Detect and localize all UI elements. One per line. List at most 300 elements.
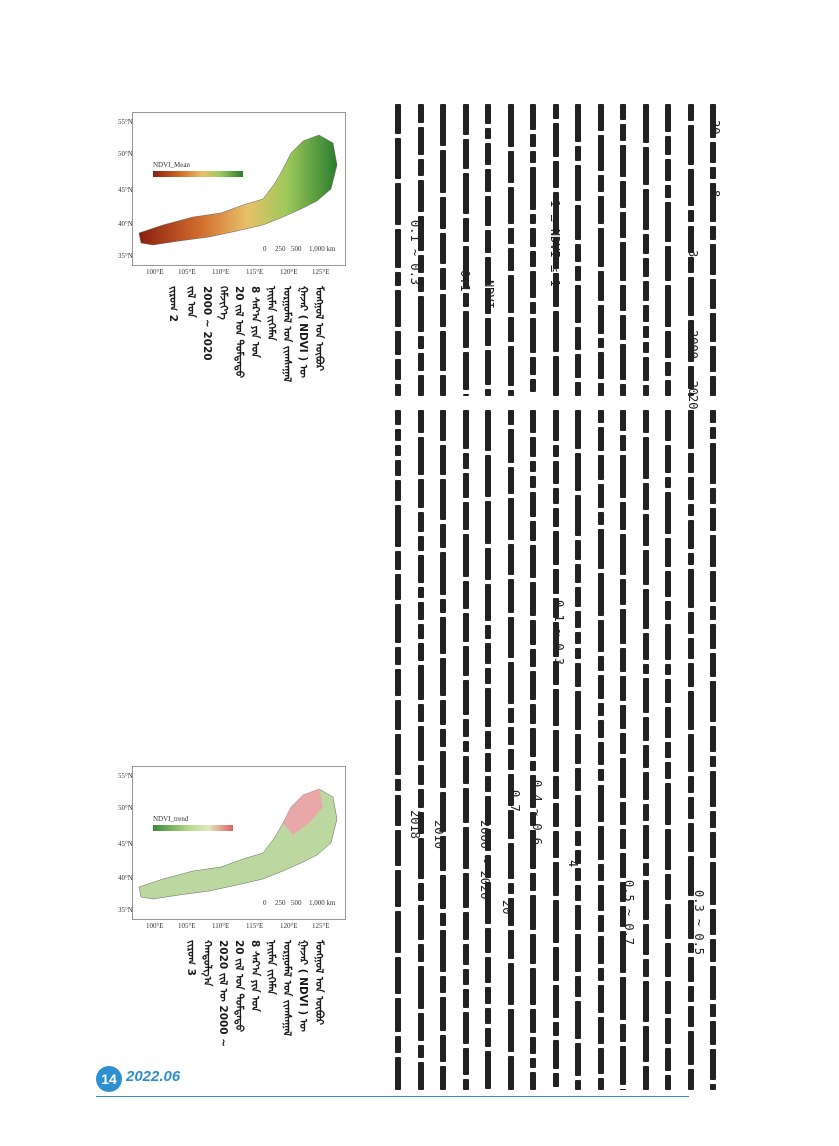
- text-glyph: [598, 785, 604, 822]
- text-glyph: [665, 707, 671, 738]
- text-glyph: [395, 830, 401, 866]
- text-glyph: [553, 1073, 559, 1087]
- text-glyph: [575, 495, 581, 536]
- text-glyph: [440, 294, 446, 327]
- text-glyph: [530, 251, 536, 267]
- lat-40: 40°N: [118, 874, 133, 882]
- text-glyph: [710, 681, 716, 722]
- text-glyph: [665, 1018, 671, 1044]
- text-glyph: [643, 258, 649, 277]
- text-glyph: [463, 680, 469, 715]
- ndvi-trend-map: [133, 767, 345, 919]
- text-column: [463, 104, 469, 396]
- text-glyph: [395, 229, 401, 268]
- scale-1000: 1,000 km: [309, 899, 336, 907]
- figure-2-caption-2: ᠭᠠᠵᠠᠷ ( NDVI ) ᠦ: [297, 286, 309, 378]
- text-glyph: [440, 751, 446, 788]
- lat-45: 45°N: [118, 186, 133, 194]
- text-glyph: [688, 1006, 694, 1027]
- text-glyph: [418, 643, 424, 661]
- text-glyph: [530, 461, 536, 472]
- text-glyph: [485, 318, 491, 346]
- text-glyph: [530, 134, 536, 147]
- text-glyph: [665, 874, 671, 900]
- text-glyph: [395, 505, 401, 547]
- text-glyph: [463, 1079, 469, 1090]
- text-glyph: [575, 795, 581, 827]
- text-glyph: [485, 1028, 491, 1047]
- text-glyph: [530, 873, 536, 891]
- scale-500: 500: [291, 245, 302, 253]
- text-glyph: [530, 151, 536, 163]
- text-glyph: [620, 1046, 626, 1085]
- text-glyph: [620, 648, 626, 672]
- text-glyph: [463, 873, 469, 908]
- text-glyph: [440, 997, 446, 1031]
- text-glyph: [688, 125, 694, 165]
- text-glyph: [530, 1009, 536, 1033]
- text-glyph: [575, 146, 581, 161]
- text-glyph: [440, 599, 446, 613]
- text-glyph: [395, 410, 401, 425]
- text-glyph: [620, 609, 626, 644]
- text-glyph: [598, 271, 604, 301]
- text-glyph: [620, 435, 626, 451]
- text-glyph: [485, 143, 491, 165]
- text-glyph: [463, 534, 469, 577]
- text-column: [440, 104, 446, 396]
- text-glyph: [395, 870, 401, 907]
- text-glyph: [643, 589, 649, 629]
- text-glyph: [440, 658, 446, 696]
- text-glyph: [643, 745, 649, 768]
- text-glyph: [485, 104, 491, 124]
- text-glyph: [643, 305, 649, 322]
- text-column: [688, 410, 694, 1090]
- text-glyph: [710, 226, 716, 240]
- lat-35: 35°N: [118, 906, 133, 914]
- figure-3-caption-4: ᠨᠠᠢᠮᠠᠨ ᠵᠢᠭᠡᠮᠡᠨ: [265, 940, 277, 995]
- text-column: [395, 104, 401, 396]
- figure-3-caption-8: ᠬᠠᠨᠳᠤᠯᠭ᠎ᠠ: [201, 940, 213, 987]
- text-glyph: [485, 1051, 491, 1089]
- text-glyph: [418, 479, 424, 508]
- text-glyph: [688, 277, 694, 316]
- text-column: [440, 410, 446, 1090]
- text-glyph: [418, 536, 424, 551]
- text-glyph: [688, 520, 694, 549]
- text-glyph: [553, 689, 559, 726]
- text-glyph: [485, 987, 491, 1004]
- text-glyph: [485, 643, 491, 664]
- text-glyph: [710, 771, 716, 807]
- text-glyph: [440, 552, 446, 595]
- text-glyph: [710, 508, 716, 531]
- text-column: [643, 410, 649, 1090]
- text-glyph: [463, 827, 469, 869]
- text-glyph: [463, 944, 469, 965]
- text-glyph: [553, 776, 559, 799]
- text-glyph: [508, 617, 514, 658]
- text-glyph: [530, 1037, 536, 1054]
- inline-number: 2000 ~ 2020: [686, 330, 700, 410]
- text-glyph: [665, 104, 671, 132]
- text-glyph: [418, 838, 424, 879]
- figure-2-caption-3: ᠤᠷᠭᠤᠮᠠᠯ ᠤᠨ ᠵᠢᠭᠰᠠᠭᠠᠯ: [281, 286, 293, 383]
- text-glyph: [575, 663, 581, 687]
- figure-2-caption-9: ᠵᠢᠯ ᠤᠨ: [185, 286, 197, 318]
- text-glyph: [485, 625, 491, 639]
- text-glyph: [598, 1017, 604, 1044]
- text-column: [530, 104, 536, 396]
- text-glyph: [530, 934, 536, 964]
- lon-105: 105°E: [178, 922, 196, 930]
- text-glyph: [463, 218, 469, 242]
- text-glyph: [710, 756, 716, 767]
- text-glyph: [463, 741, 469, 752]
- text-glyph: [643, 825, 649, 859]
- figure-3-caption-2: ᠭᠠᠵᠠᠷ ( NDVI ) ᠦ: [297, 940, 309, 1032]
- text-glyph: [710, 653, 716, 677]
- text-glyph: [530, 649, 536, 667]
- text-glyph: [440, 375, 446, 396]
- text-glyph: [643, 342, 649, 353]
- text-glyph: [598, 675, 604, 699]
- text-glyph: [620, 977, 626, 1020]
- text-glyph: [643, 326, 649, 338]
- text-glyph: [418, 336, 424, 349]
- text-glyph: [440, 104, 446, 146]
- text-glyph: [710, 427, 716, 439]
- text-glyph: [598, 573, 604, 616]
- text-glyph: [463, 646, 469, 676]
- text-column: [665, 104, 671, 396]
- lon-110: 110°E: [212, 922, 230, 930]
- text-glyph: [575, 382, 581, 396]
- text-column: [418, 410, 424, 1090]
- text-glyph: [643, 357, 649, 381]
- text-glyph: [553, 461, 559, 484]
- text-glyph: [710, 862, 716, 905]
- text-glyph: [508, 151, 514, 183]
- ndvi-mean-map: [133, 113, 345, 265]
- text-glyph: [710, 606, 716, 620]
- text-glyph: [440, 1066, 446, 1090]
- text-glyph: [620, 384, 626, 396]
- text-glyph: [710, 909, 716, 935]
- text-glyph: [553, 1022, 559, 1036]
- text-glyph: [665, 943, 671, 977]
- text-glyph: [418, 1013, 424, 1041]
- text-glyph: [530, 318, 536, 353]
- text-glyph: [643, 483, 649, 510]
- text-glyph: [643, 1026, 649, 1062]
- text-glyph: [688, 210, 694, 222]
- text-glyph: [598, 484, 604, 508]
- text-column: [710, 104, 716, 396]
- inline-number: 3: [686, 250, 700, 258]
- text-glyph: [598, 915, 604, 932]
- text-glyph: [620, 579, 626, 605]
- legend-title: NDVI_trend: [153, 815, 189, 823]
- text-glyph: [530, 167, 536, 210]
- text-glyph: [710, 279, 716, 309]
- text-glyph: [620, 1024, 626, 1042]
- text-glyph: [418, 127, 424, 155]
- inline-number: 20: [500, 900, 514, 915]
- text-glyph: [485, 688, 491, 727]
- text-column: [643, 104, 649, 396]
- text-glyph: [620, 145, 626, 177]
- text-glyph: [530, 271, 536, 298]
- text-glyph: [530, 761, 536, 771]
- text-column: [598, 410, 604, 1090]
- text-glyph: [665, 331, 671, 358]
- text-glyph: [688, 691, 694, 730]
- text-glyph: [688, 776, 694, 793]
- lon-115: 115°E: [246, 922, 264, 930]
- text-glyph: [440, 197, 446, 229]
- text-glyph: [620, 212, 626, 238]
- text-glyph: [620, 315, 626, 340]
- text-glyph: [508, 579, 514, 613]
- figure-3-caption-1: ᠮᠣᠩᠭᠣᠯ ᠤᠨ ᠦᠪᠦᠷ: [313, 940, 325, 1026]
- text-glyph: [710, 1084, 716, 1090]
- text-glyph: [395, 138, 401, 179]
- text-glyph: [710, 939, 716, 962]
- text-glyph: [418, 765, 424, 785]
- text-glyph: [418, 665, 424, 700]
- text-glyph: [418, 966, 424, 1009]
- text-glyph: [710, 244, 716, 275]
- text-glyph: [418, 375, 424, 396]
- text-glyph: [710, 1021, 716, 1045]
- text-glyph: [710, 410, 716, 423]
- text-glyph: [485, 410, 491, 451]
- text-column: [463, 410, 469, 1090]
- text-glyph: [620, 829, 626, 849]
- text-glyph: [463, 352, 469, 390]
- text-glyph: [665, 202, 671, 242]
- text-glyph: [643, 104, 649, 143]
- text-glyph: [463, 912, 469, 940]
- text-glyph: [395, 604, 401, 643]
- text-glyph: [643, 772, 649, 800]
- text-glyph: [643, 863, 649, 876]
- text-glyph: [463, 756, 469, 784]
- text-glyph: [665, 410, 671, 441]
- inline-number: 1 ≤ NDVI ≤ 1: [548, 200, 562, 287]
- figure-2-map: [132, 112, 346, 266]
- text-glyph: [553, 104, 559, 119]
- text-glyph: [598, 338, 604, 348]
- text-glyph: [598, 228, 604, 267]
- text-glyph: [508, 749, 514, 770]
- text-glyph: [643, 550, 649, 585]
- text-glyph: [530, 228, 536, 247]
- figure-3-caption-3: ᠤᠷᠭᠤᠮᠠᠯ ᠤᠨ ᠵᠢᠭᠰᠠᠭᠠᠯ: [281, 940, 293, 1037]
- text-glyph: [485, 230, 491, 253]
- text-glyph: [710, 376, 716, 396]
- text-column: [553, 410, 559, 1090]
- text-glyph: [530, 704, 536, 724]
- text-glyph: [418, 296, 424, 332]
- text-glyph: [688, 797, 694, 819]
- text-glyph: [485, 350, 491, 385]
- text-glyph: [530, 379, 536, 392]
- text-glyph: [643, 633, 649, 660]
- text-glyph: [643, 959, 649, 977]
- text-glyph: [553, 488, 559, 504]
- text-glyph: [710, 624, 716, 649]
- page-number: 14: [96, 1066, 122, 1092]
- text-glyph: [665, 904, 671, 939]
- text-glyph: [440, 233, 446, 264]
- inline-number: 0.5 ~ 0.7: [622, 880, 636, 946]
- text-glyph: [575, 587, 581, 607]
- text-glyph: [620, 285, 626, 311]
- text-glyph: [553, 947, 559, 981]
- text-glyph: [620, 676, 626, 701]
- scale-500: 500: [291, 899, 302, 907]
- text-glyph: [508, 708, 514, 723]
- text-glyph: [575, 648, 581, 659]
- text-glyph: [440, 524, 446, 548]
- text-glyph: [620, 502, 626, 530]
- text-glyph: [530, 410, 536, 433]
- text-column: [485, 104, 491, 396]
- text-glyph: [530, 492, 536, 517]
- inline-number: 0.1 ~ 0.3: [552, 600, 566, 666]
- text-glyph: [463, 293, 469, 307]
- text-glyph: [598, 427, 604, 451]
- lat-55: 55°N: [118, 118, 133, 126]
- inline-number: 20: [708, 120, 722, 135]
- text-glyph: [418, 555, 424, 583]
- text-glyph: [508, 429, 514, 463]
- text-glyph: [710, 1049, 716, 1080]
- text-glyph: [620, 242, 626, 281]
- figure-2-caption-1: ᠮᠣᠩᠭᠣᠯ ᠤᠨ ᠦᠪᠦᠷ: [313, 286, 325, 372]
- text-glyph: [643, 437, 649, 479]
- text-glyph: [598, 703, 604, 716]
- text-glyph: [598, 352, 604, 379]
- text-glyph: [575, 285, 581, 323]
- text-glyph: [710, 488, 716, 504]
- text-glyph: [643, 147, 649, 185]
- text-glyph: [598, 742, 604, 765]
- lat-45: 45°N: [118, 840, 133, 848]
- text-glyph: [485, 1008, 491, 1024]
- text-glyph: [710, 346, 716, 372]
- text-glyph: [440, 410, 446, 441]
- text-glyph: [710, 183, 716, 222]
- text-glyph: [508, 727, 514, 745]
- text-glyph: [620, 802, 626, 825]
- text-glyph: [440, 700, 446, 725]
- legend-title: NDVI_Mean: [153, 161, 190, 169]
- text-glyph: [508, 248, 514, 271]
- text-glyph: [463, 453, 469, 469]
- text-glyph: [643, 924, 649, 955]
- text-glyph: [598, 175, 604, 192]
- text-glyph: [395, 331, 401, 355]
- text-glyph: [463, 394, 469, 396]
- text-column: [598, 104, 604, 396]
- text-glyph: [598, 769, 604, 781]
- text-glyph: [620, 344, 626, 380]
- text-glyph: [463, 104, 469, 135]
- text-glyph: [485, 389, 491, 396]
- text-glyph: [440, 617, 446, 654]
- text-glyph: [598, 529, 604, 569]
- text-glyph: [620, 733, 626, 754]
- text-glyph: [710, 1004, 716, 1017]
- text-glyph: [598, 656, 604, 671]
- text-glyph: [643, 189, 649, 230]
- text-glyph: [395, 460, 401, 476]
- text-glyph: [575, 831, 581, 846]
- text-glyph: [485, 957, 491, 983]
- text-glyph: [688, 257, 694, 273]
- text-glyph: [395, 669, 401, 696]
- text-glyph: [620, 534, 626, 575]
- text-glyph: [643, 385, 649, 396]
- text-glyph: [395, 445, 401, 456]
- text-glyph: [553, 410, 559, 441]
- text-glyph: [530, 357, 536, 375]
- text-glyph: [575, 691, 581, 730]
- text-glyph: [418, 726, 424, 761]
- text-glyph: [418, 704, 424, 722]
- text-glyph: [710, 313, 716, 342]
- text-glyph: [508, 187, 514, 224]
- text-glyph: [598, 864, 604, 881]
- text-glyph: [553, 900, 559, 943]
- text-glyph: [508, 1056, 514, 1090]
- text-glyph: [418, 437, 424, 475]
- text-glyph: [643, 281, 649, 301]
- text-glyph: [620, 104, 626, 120]
- text-glyph: [688, 612, 694, 634]
- inline-number: NDVI: [482, 280, 496, 309]
- text-glyph: [665, 285, 671, 327]
- text-glyph: [575, 327, 581, 350]
- text-glyph: [553, 356, 559, 396]
- text-glyph: [508, 467, 514, 494]
- text-glyph: [508, 810, 514, 839]
- text-glyph: [553, 569, 559, 594]
- figure-3-caption-6: 20 ᠵᠢᠯ ᠤᠨ ᠳᠤᠮᠳᠠᠳᠤ: [233, 940, 245, 1033]
- text-glyph: [575, 410, 581, 449]
- text-glyph: [485, 128, 491, 139]
- text-glyph: [665, 601, 671, 620]
- text-glyph: [575, 885, 581, 901]
- text-column: [508, 410, 514, 1090]
- text-glyph: [643, 678, 649, 713]
- text-glyph: [508, 930, 514, 959]
- text-glyph: [710, 726, 716, 752]
- text-glyph: [575, 1001, 581, 1039]
- text-glyph: [643, 410, 649, 433]
- text-glyph: [575, 768, 581, 791]
- text-column: [575, 104, 581, 396]
- text-glyph: [665, 246, 671, 281]
- text-glyph: [665, 571, 671, 597]
- text-glyph: [688, 957, 694, 982]
- footer-rule: [96, 1096, 689, 1097]
- text-glyph: [418, 353, 424, 371]
